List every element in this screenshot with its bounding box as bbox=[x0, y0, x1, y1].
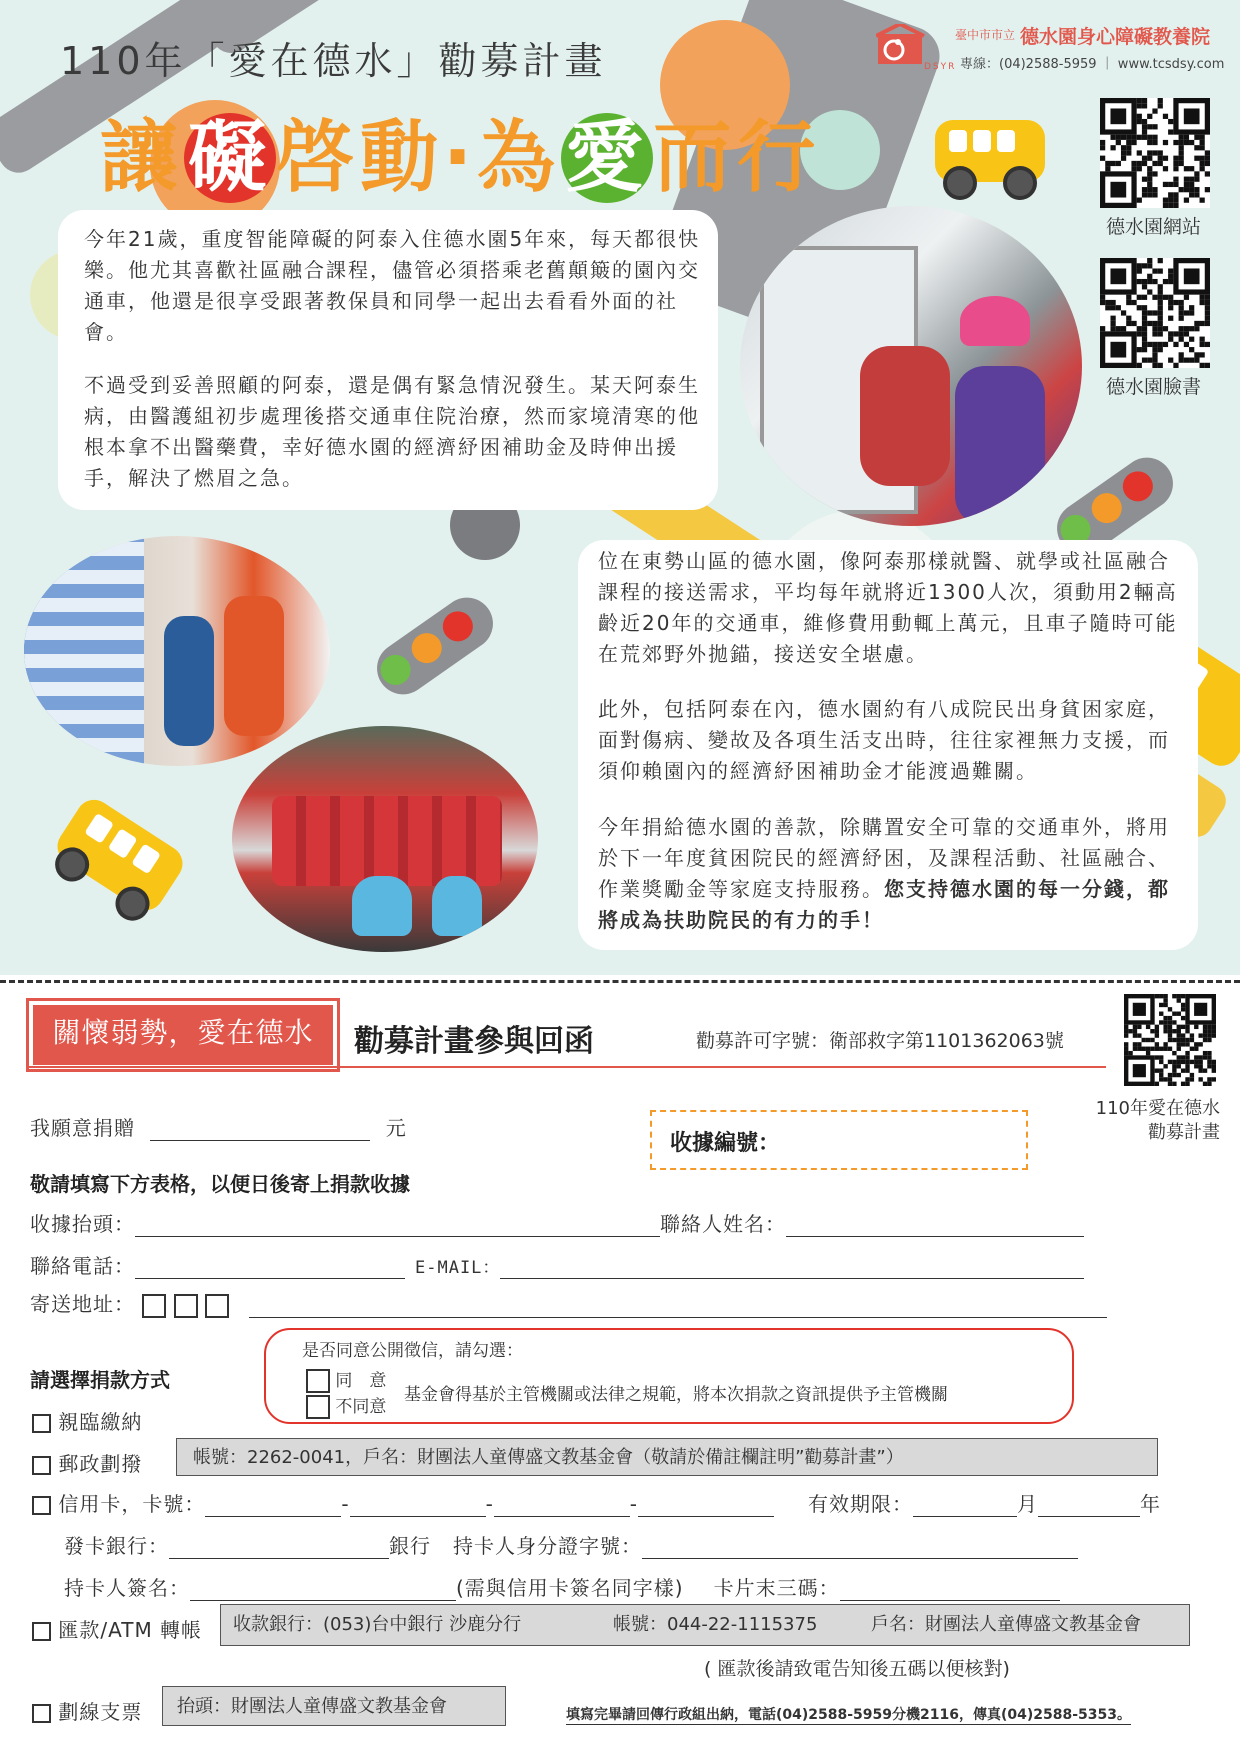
signature-note: (需與信用卡簽名同字樣) bbox=[456, 1576, 684, 1600]
group-photo bbox=[232, 726, 538, 952]
footer-note: 填寫完畢請回傳行政組出納，電話(04)2588-5959分機2116，傳真(04)2588-5353。 bbox=[566, 1704, 1131, 1725]
method-title: 請選擇捐款方式 bbox=[30, 1368, 170, 1392]
donate-unit: 元 bbox=[385, 1116, 407, 1140]
org-name: 德水園身心障礙教養院 bbox=[1020, 26, 1211, 48]
signature-field[interactable] bbox=[190, 1578, 456, 1601]
disagree-label: 不同意 bbox=[335, 1397, 387, 1417]
method-checkbox[interactable] bbox=[32, 1496, 51, 1515]
dinosaur-prop-shape bbox=[352, 876, 412, 936]
month-label: 月 bbox=[1017, 1492, 1039, 1516]
method-cheque[interactable] bbox=[32, 1696, 142, 1725]
cut-line bbox=[0, 980, 1240, 983]
method-checkbox[interactable] bbox=[32, 1414, 51, 1433]
slogan-part: 啓動‧為 bbox=[276, 113, 562, 203]
consent-note: 基金會得基於主管機關或法律之規範，將本次捐款之資訊提供予主管機關 bbox=[404, 1385, 948, 1405]
agree-checkbox[interactable] bbox=[306, 1369, 330, 1393]
story-paragraph: 位在東勢山區的德水園，像阿泰那樣就醫、就學或社區融合課程的接送需求，平均每年就將近1300人次，須動用2輛高齡近20年的交通車，維修費用動輒上萬元，且車子隨時可能在荒郊野外拋錨，接送安全堪慮。 bbox=[598, 549, 1178, 666]
expiry-label: 有效期限： bbox=[808, 1492, 914, 1516]
disagree-option[interactable] bbox=[306, 1392, 386, 1419]
campaign-qr-caption: 勸募計畫 bbox=[1148, 1122, 1220, 1143]
website-qr-label: 德水園網站 bbox=[1106, 216, 1202, 238]
receipt-title-label: 收據抬頭： bbox=[30, 1212, 135, 1236]
card-number-field[interactable] bbox=[350, 1494, 486, 1517]
fill-note: 敬請填寫下方表格，以便日後寄上捐款收據 bbox=[30, 1172, 410, 1196]
website-qr-code[interactable] bbox=[1100, 98, 1210, 208]
campaign-qr-caption: 110年愛在德水 bbox=[1095, 1098, 1220, 1119]
email-label: E-MAIL： bbox=[415, 1258, 501, 1278]
bank-row bbox=[64, 1530, 1078, 1559]
slogan-part: 愛 bbox=[561, 113, 653, 203]
campaign-title: 110年「愛在德水」勸募計畫 bbox=[60, 39, 607, 83]
last3-label: 卡片末三碼： bbox=[713, 1576, 840, 1600]
donate-row bbox=[30, 1112, 407, 1141]
story-highlight: 您支持德水園的每一分錢，都將成為扶助院民的有力的手！ bbox=[598, 877, 1170, 932]
receipt-title-field[interactable] bbox=[135, 1214, 660, 1237]
transfer-note: ( 匯款後請致電告知後五碼以便核對) bbox=[704, 1658, 1010, 1680]
agree-label: 同 意 bbox=[335, 1371, 387, 1391]
bus-icon bbox=[935, 120, 1045, 182]
form-tag-outer bbox=[26, 998, 340, 1072]
org-logo bbox=[876, 24, 926, 68]
id-field[interactable] bbox=[642, 1536, 1078, 1559]
phone-field[interactable] bbox=[135, 1256, 405, 1279]
slogan-part: 而行 bbox=[653, 113, 822, 203]
address-row bbox=[30, 1288, 1107, 1318]
transfer-account: 帳號：044-22-1115375 bbox=[613, 1614, 818, 1635]
person-shape bbox=[224, 596, 284, 736]
bus-icon bbox=[51, 793, 190, 917]
supermarket-photo bbox=[24, 536, 330, 766]
email-field[interactable] bbox=[500, 1256, 1084, 1279]
expiry-month-field[interactable] bbox=[913, 1494, 1017, 1517]
address-field[interactable] bbox=[249, 1295, 1107, 1318]
postal-account-info: 帳號：2262-0041，戶名：財團法人童傳盛文教基金會（敬請於備註欄註明”勸募計畫”） bbox=[176, 1438, 1158, 1476]
traffic-light-icon bbox=[367, 587, 503, 704]
bus-boarding-photo bbox=[740, 206, 1082, 526]
last3-field[interactable] bbox=[840, 1578, 1060, 1601]
story-paragraph: 今年21歲，重度智能障礙的阿泰入住德水園5年來，每天都很快樂。他尤其喜歡社區融合課程，儘管必須搭乘老舊顛簸的園內交通車，他還是很享受跟著教保員和同學一起出去看看外面的社會。 bbox=[84, 227, 701, 344]
slogan-part: 讓 bbox=[100, 113, 185, 203]
facebook-qr-code[interactable] bbox=[1100, 258, 1210, 368]
method-label: 信用卡，卡號： bbox=[58, 1492, 206, 1516]
slogan-part: 礙 bbox=[184, 113, 276, 203]
consent-box bbox=[264, 1328, 1074, 1424]
transfer-name: 戶名：財團法人童傳盛文教基金會 bbox=[871, 1614, 1141, 1635]
phone-row bbox=[30, 1250, 1084, 1279]
facebook-qr-label: 德水園臉書 bbox=[1106, 376, 1202, 398]
shelf-shape bbox=[24, 536, 144, 766]
method-checkbox[interactable] bbox=[32, 1622, 51, 1641]
org-logo-text: DSYR bbox=[924, 62, 957, 72]
address-label: 寄送地址： bbox=[30, 1292, 135, 1316]
method-postal[interactable] bbox=[32, 1448, 142, 1477]
signature-row bbox=[64, 1572, 1060, 1601]
expiry-year-field[interactable] bbox=[1038, 1494, 1140, 1517]
id-label: 持卡人身分證字號： bbox=[453, 1534, 642, 1558]
form-header-rule bbox=[26, 1066, 1106, 1068]
story-paragraph: 不過受到妥善照顧的阿泰，還是偶有緊急情況發生。某天阿泰生病，由醫護組初步處理後搭交通車住院治療，然而家境清寒的他根本拿不出醫藥費，幸好德水園的經濟紓困補助金及時伸出援手，解決了燃眉之急。 bbox=[84, 373, 700, 490]
receipt-title-row bbox=[30, 1208, 1084, 1237]
person-shape bbox=[955, 366, 1045, 526]
agree-option[interactable] bbox=[306, 1366, 386, 1393]
hotline: 專線：(04)2588-5959 ｜ www.tcsdsy.com bbox=[960, 57, 1225, 72]
transfer-info bbox=[220, 1604, 1190, 1646]
story-box bbox=[578, 540, 1198, 950]
dinosaur-prop-shape bbox=[432, 876, 482, 936]
bank-suffix: 銀行 bbox=[389, 1534, 431, 1558]
card-number-field[interactable] bbox=[638, 1494, 774, 1517]
method-transfer[interactable] bbox=[32, 1614, 202, 1643]
org-prefix: 臺中市市立 bbox=[955, 28, 1016, 42]
card-number-field[interactable] bbox=[494, 1494, 630, 1517]
bank-field[interactable] bbox=[169, 1536, 389, 1559]
slogan bbox=[100, 95, 821, 207]
form-title: 勸募計畫參與回函 bbox=[354, 1024, 594, 1059]
bank-label: 發卡銀行： bbox=[64, 1534, 169, 1558]
phone-label: 聯絡電話： bbox=[30, 1254, 135, 1278]
zip-box[interactable] bbox=[205, 1294, 229, 1318]
method-label: 劃線支票 bbox=[58, 1700, 143, 1724]
contact-name-label: 聯絡人姓名： bbox=[660, 1212, 786, 1236]
form-tag: 關懷弱勢，愛在德水 bbox=[33, 1005, 333, 1065]
person-shape bbox=[164, 616, 214, 746]
disagree-checkbox[interactable] bbox=[306, 1395, 330, 1419]
zip-box[interactable] bbox=[174, 1294, 198, 1318]
person-shape bbox=[860, 346, 950, 486]
pink-hat-shape bbox=[960, 296, 1030, 346]
zip-box[interactable] bbox=[142, 1294, 166, 1318]
contact-name-field[interactable] bbox=[786, 1214, 1084, 1237]
year-label: 年 bbox=[1140, 1492, 1162, 1516]
story-paragraph: 此外，包括阿泰在內，德水園約有八成院民出身貧困家庭，面對傷病、變故及各項生活支出時，往往家裡無力支援，而須仰賴園內的經濟紓困補助金才能渡過難關。 bbox=[598, 697, 1170, 783]
permit-number: 勸募許可字號：衛部救字第1101362063號 bbox=[696, 1030, 1064, 1052]
method-label: 郵政劃撥 bbox=[58, 1452, 143, 1476]
signature-label: 持卡人簽名： bbox=[64, 1576, 190, 1600]
method-in-person[interactable] bbox=[32, 1406, 142, 1435]
method-label: 匯款/ATM 轉帳 bbox=[58, 1618, 203, 1642]
story-paragraph bbox=[598, 812, 1188, 936]
consent-question: 是否同意公開徵信，請勾選： bbox=[302, 1341, 523, 1361]
group-shape bbox=[272, 796, 502, 886]
donate-amount-field[interactable] bbox=[150, 1118, 370, 1141]
donate-label: 我願意捐贈 bbox=[30, 1116, 135, 1140]
receipt-number-box[interactable] bbox=[650, 1110, 1028, 1170]
method-credit-card[interactable]: 信用卡，卡號： - - - 有效期限： 月 年 bbox=[32, 1488, 1161, 1517]
card-number-field[interactable] bbox=[205, 1494, 341, 1517]
story-text: 今年捐給德水園的善款，除購置安全可靠的交通車外，將用於下一年度貧困院民的經濟紓困，及課程活動、社區融合、作業獎勵金等家庭支持服務。 bbox=[598, 815, 1170, 901]
method-checkbox[interactable] bbox=[32, 1704, 51, 1723]
story-box bbox=[58, 210, 718, 510]
receipt-number-label: 收據編號： bbox=[670, 1131, 781, 1156]
campaign-qr-code[interactable] bbox=[1124, 994, 1216, 1086]
method-checkbox[interactable] bbox=[32, 1456, 51, 1475]
cheque-info: 抬頭：財團法人童傳盛文教基金會 bbox=[162, 1686, 506, 1726]
transfer-bank: 收款銀行：(053)台中銀行 沙鹿分行 bbox=[233, 1614, 522, 1635]
method-label: 親臨繳納 bbox=[58, 1410, 143, 1434]
